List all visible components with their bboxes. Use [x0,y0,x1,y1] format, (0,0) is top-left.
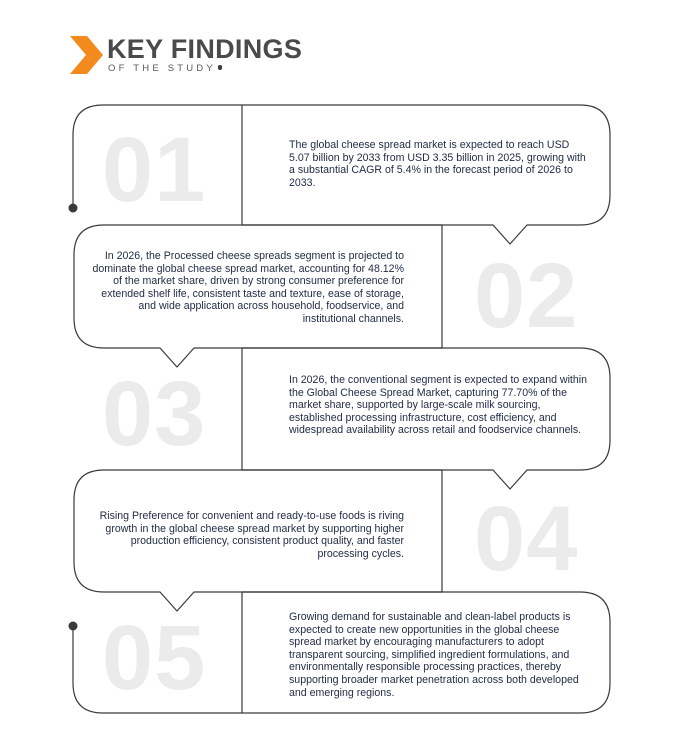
finding-number: 01 [102,119,207,221]
timeline-end-dot [69,622,78,631]
finding-number: 05 [102,607,207,709]
timeline-start-dot [69,204,78,213]
finding-text: Rising Preference for convenient and ready-to-use foods is riving growth in the global cheese spread market by supporting higher production efficiency, consistent product quality, and faster processing cycles. [99,510,404,560]
finding-text: The global cheese spread market is expected to reach USD 5.07 billion by 2033 from USD 3.35 billion in 2025, growing with a substantial CAGR of 5.4% in the forecast period of 2026 to 2033. [289,139,586,189]
finding-text: In 2026, the conventional segment is expected to expand within the Global Cheese Spread Market, capturing 77.70% of the market share, supported by large-scale milk sourcing, established processing infrastructure, cost efficiency, and widespread availability across retail and foodservice channels. [289,374,588,437]
finding-text: In 2026, the Processed cheese spreads segment is projected to dominate the global cheese spread market, accounting for 48.12% of the market share, driven by strong consumer preference for extended shelf life, consistent taste and texture, ease of storage, and wide application across household, foodservice, and institutional channels. [92,250,404,325]
page-subtitle: OF THE STUDY [108,63,222,75]
finding-number: 02 [474,245,579,347]
page-title: KEY FINDINGS [107,34,303,64]
finding-number: 03 [102,363,207,465]
finding-number: 04 [474,488,579,590]
finding-text: Growing demand for sustainable and clean-label products is expected to create new opportunities in the global cheese spread market by encouraging manufacturers to adopt transparent sourcing, simplified ingredient formulations, and environmentally responsible processing practices, thereby supporting broader market penetration across both developed and emerging regions. [289,611,579,699]
